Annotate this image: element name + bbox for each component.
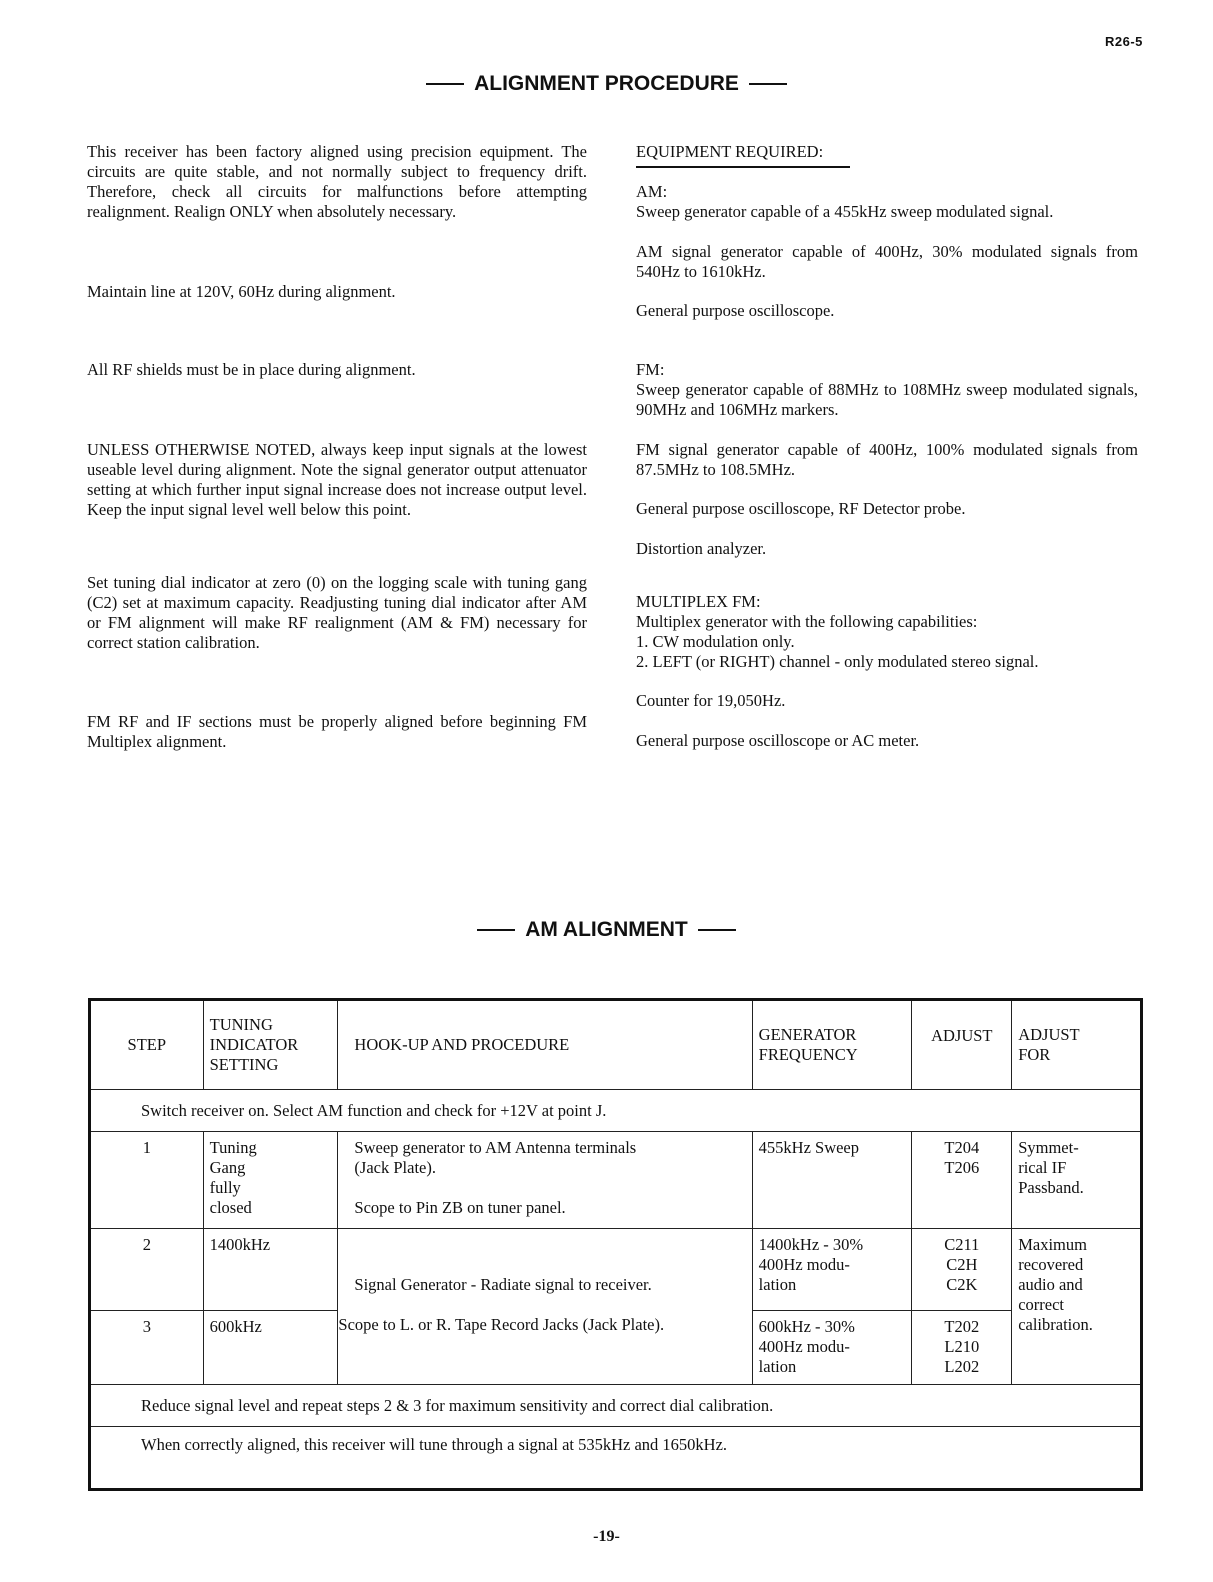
mpx-list-item: 2. LEFT (or RIGHT) channel - only modulated stereo signal. [636,652,1039,671]
page-code: R26-5 [1105,34,1143,49]
equipment-item: Sweep generator capable of a 455kHz sweep modulated signal. [636,202,1054,221]
equipment-item: General purpose oscilloscope. [636,301,835,320]
fm-multiplex-paragraph: FM RF and IF sections must be properly aligned before beginning FM Multiplex alignment. [87,712,587,751]
heading-text: AM ALIGNMENT [525,918,688,941]
line-voltage-paragraph: Maintain line at 120V, 60Hz during alignment. [87,282,396,301]
tuning-setting: 600kHz [203,1311,338,1385]
tuning-setting: 1400kHz [203,1229,338,1311]
am-alignment-table [88,998,1143,1491]
header-hookup: HOOK-UP AND PROCEDURE [338,1000,752,1090]
page-number: -19- [593,1528,620,1545]
equipment-item: AM signal generator capable of 400Hz, 30% modulated signals from 540Hz to 1610kHz. [636,242,1138,281]
alignment-procedure-heading [0,72,1213,96]
generator-frequency: 600kHz - 30% 400Hz modu- lation [752,1311,912,1385]
generator-frequency: 455kHz Sweep [752,1132,912,1229]
header-adjust-for: ADJUST FOR [1012,1000,1142,1090]
equipment-item: Counter for 19,050Hz. [636,691,786,710]
generator-frequency: 1400kHz - 30% 400Hz modu- lation [752,1229,912,1311]
dial-indicator-paragraph: Set tuning dial indicator at zero (0) on the logging scale with tuning gang (C2) set at maximum capacity. Readjusting tuning dial indicator after AM or FM alignment will make RF realignment (AM & FM) necessary for correct station calibration. [87,573,587,652]
adjust-components: T202 L210 L202 [912,1311,1012,1385]
heading-dash [477,929,515,931]
fm-equipment [636,360,1138,420]
step-number: 3 [90,1311,204,1385]
hookup-procedure: Sweep generator to AM Antenna terminals (Jack Plate). Scope to Pin ZB on tuner panel. [338,1132,752,1229]
adjust-components: C211 C2H C2K [912,1229,1012,1311]
footer-note-2: When correctly aligned, this receiver will tune through a signal at 535kHz and 1650kHz. [90,1427,1142,1490]
heading-dash [426,83,464,85]
equipment-item: General purpose oscilloscope, RF Detector probe. [636,499,966,518]
adjust-for: Maximum recovered audio and correct calibration. [1012,1229,1142,1385]
mpx-label: MULTIPLEX FM: [636,592,761,611]
tuning-setting: Tuning Gang fully closed [203,1132,338,1229]
table-row-step-1 [90,1132,1142,1229]
am-alignment-heading [0,918,1213,942]
mpx-intro: Multiplex generator with the following capabilities: [636,612,978,631]
table-row [90,1385,1142,1427]
header-generator-frequency: GENERATOR FREQUENCY [752,1000,912,1090]
equipment-item: FM signal generator capable of 400Hz, 100% modulated signals from 87.5MHz to 108.5MHz. [636,440,1138,479]
table-row [90,1427,1142,1490]
heading-dash [749,83,787,85]
adjust-components: T204 T206 [912,1132,1012,1229]
equipment-item: Sweep generator capable of 88MHz to 108MHz sweep modulated signals, 90MHz and 106MHz markers. [636,380,1138,419]
heading-text: ALIGNMENT PROCEDURE [474,72,739,95]
am-equipment [636,182,1138,222]
header-adjust: ADJUST [912,1000,1012,1090]
table-row-step-2 [90,1229,1142,1311]
multiplex-equipment [636,592,1138,672]
adjust-for: Symmet- rical IF Passband. [1012,1132,1142,1229]
header-tuning: TUNING INDICATOR SETTING [203,1000,338,1090]
am-label: AM: [636,182,668,201]
signal-level-paragraph: UNLESS OTHERWISE NOTED, always keep input signals at the lowest useable level during alignment. Note the signal generator output attenuator setting at which further input signal increase does not increase output level. Keep the input signal level well below this point. [87,440,587,519]
footer-note-1: Reduce signal level and repeat steps 2 & 3 for maximum sensitivity and correct dial calibration. [90,1385,1142,1427]
equipment-item: General purpose oscilloscope or AC meter. [636,731,920,750]
equipment-item: Distortion analyzer. [636,539,767,558]
mpx-list-item: 1. CW modulation only. [636,632,795,651]
table-header-row [90,1000,1142,1090]
intro-paragraph: This receiver has been factory aligned using precision equipment. The circuits are quite stable, and not normally subject to frequency drift. Therefore, check all circuits for malfunctions before attempting realignment. Realign ONLY when absolutely necessary. [87,142,587,221]
heading-dash [698,929,736,931]
step-number: 2 [90,1229,204,1311]
table-row [90,1090,1142,1132]
hookup-procedure: Signal Generator - Radiate signal to receiver. Scope to L. or R. Tape Record Jacks (Jack Plate). [338,1229,752,1385]
step-number: 1 [90,1132,204,1229]
intro-row: Switch receiver on. Select AM function and check for +12V at point J. [90,1090,1142,1132]
fm-label: FM: [636,360,665,379]
rf-shields-paragraph: All RF shields must be in place during alignment. [87,360,416,379]
header-step: STEP [90,1000,204,1090]
equipment-title: EQUIPMENT REQUIRED: [636,142,1138,168]
